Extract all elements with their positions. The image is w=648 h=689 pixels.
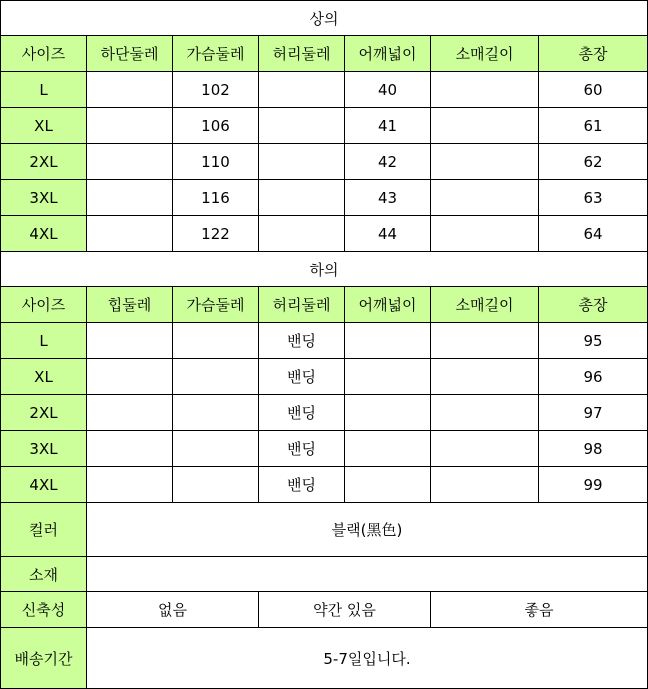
- table-cell: [259, 144, 345, 180]
- table-cell: 102: [173, 72, 259, 108]
- top-header-size: 사이즈: [1, 36, 87, 72]
- table-cell: [87, 144, 173, 180]
- top-row-2xl: [1, 144, 648, 180]
- table-cell: 60: [539, 72, 648, 108]
- table-cell: 40: [345, 72, 431, 108]
- top-header-waist: 허리둘레: [259, 36, 345, 72]
- table-cell: 41: [345, 108, 431, 144]
- top-header-sleeve: 소매길이: [431, 36, 539, 72]
- table-cell: 95: [539, 323, 648, 359]
- table-cell: [259, 216, 345, 252]
- top-section-title: 상의: [1, 1, 648, 36]
- table-cell: [173, 323, 259, 359]
- table-cell: [87, 467, 173, 503]
- stretch-option-good: 좋음: [431, 592, 648, 628]
- table-cell: [87, 431, 173, 467]
- table-cell: 106: [173, 108, 259, 144]
- shipping-label: 배송기간: [1, 628, 87, 689]
- top-row-l: [1, 72, 648, 108]
- table-cell: [431, 323, 539, 359]
- top-header-hem: 하단둘레: [87, 36, 173, 72]
- bottom-row-2xl: [1, 395, 648, 431]
- shipping-row: [1, 628, 648, 689]
- size-cell: 2XL: [1, 395, 87, 431]
- stretch-label: 신축성: [1, 592, 87, 628]
- table-cell: 44: [345, 216, 431, 252]
- table-cell: 밴딩: [259, 395, 345, 431]
- table-cell: [345, 467, 431, 503]
- table-cell: [431, 359, 539, 395]
- table-cell: 밴딩: [259, 359, 345, 395]
- bottom-header-length: 총장: [539, 287, 648, 323]
- top-header-row: [1, 36, 648, 72]
- stretch-row: [1, 592, 648, 628]
- bottom-header-row: [1, 287, 648, 323]
- color-row: [1, 503, 648, 557]
- table-cell: [87, 359, 173, 395]
- bottom-section-title: 하의: [1, 252, 648, 287]
- table-cell: 97: [539, 395, 648, 431]
- top-header-shoulder: 어깨넓이: [345, 36, 431, 72]
- shipping-value: 5-7일입니다.: [87, 628, 648, 689]
- bottom-header-sleeve: 소매길이: [431, 287, 539, 323]
- top-row-xl: [1, 108, 648, 144]
- stretch-option-slight: 약간 있음: [259, 592, 431, 628]
- table-cell: 116: [173, 180, 259, 216]
- size-cell: 3XL: [1, 180, 87, 216]
- table-cell: [345, 395, 431, 431]
- material-label: 소재: [1, 557, 87, 592]
- bottom-row-4xl: [1, 467, 648, 503]
- table-cell: [259, 72, 345, 108]
- color-label: 컬러: [1, 503, 87, 557]
- table-cell: [173, 467, 259, 503]
- table-cell: 110: [173, 144, 259, 180]
- table-cell: [259, 180, 345, 216]
- size-cell: 4XL: [1, 216, 87, 252]
- table-cell: [87, 72, 173, 108]
- bottom-row-xl: [1, 359, 648, 395]
- size-cell: XL: [1, 359, 87, 395]
- table-cell: [431, 108, 539, 144]
- top-header-chest: 가슴둘레: [173, 36, 259, 72]
- table-cell: [87, 180, 173, 216]
- table-cell: [259, 108, 345, 144]
- bottom-row-3xl: [1, 431, 648, 467]
- table-cell: [345, 359, 431, 395]
- table-cell: 98: [539, 431, 648, 467]
- bottom-header-chest: 가슴둘레: [173, 287, 259, 323]
- bottom-row-l: [1, 323, 648, 359]
- table-cell: [431, 72, 539, 108]
- table-cell: [431, 180, 539, 216]
- table-cell: [431, 216, 539, 252]
- size-cell: L: [1, 72, 87, 108]
- size-cell: L: [1, 323, 87, 359]
- table-cell: [87, 216, 173, 252]
- table-cell: 99: [539, 467, 648, 503]
- table-cell: 61: [539, 108, 648, 144]
- table-cell: 64: [539, 216, 648, 252]
- table-cell: 62: [539, 144, 648, 180]
- size-cell: 3XL: [1, 431, 87, 467]
- table-cell: [345, 431, 431, 467]
- table-cell: 밴딩: [259, 467, 345, 503]
- table-cell: [345, 323, 431, 359]
- table-cell: 밴딩: [259, 323, 345, 359]
- material-value: [87, 557, 648, 592]
- table-cell: 63: [539, 180, 648, 216]
- table-cell: [431, 467, 539, 503]
- bottom-header-shoulder: 어깨넓이: [345, 287, 431, 323]
- size-cell: 2XL: [1, 144, 87, 180]
- table-cell: 밴딩: [259, 431, 345, 467]
- size-cell: 4XL: [1, 467, 87, 503]
- size-cell: XL: [1, 108, 87, 144]
- material-row: [1, 557, 648, 592]
- stretch-option-none: 없음: [87, 592, 259, 628]
- table-cell: [431, 395, 539, 431]
- table-cell: [87, 323, 173, 359]
- top-row-3xl: [1, 180, 648, 216]
- table-cell: [431, 144, 539, 180]
- bottom-header-hip: 힙둘레: [87, 287, 173, 323]
- table-cell: [173, 431, 259, 467]
- table-cell: [173, 359, 259, 395]
- table-cell: 42: [345, 144, 431, 180]
- table-cell: [173, 395, 259, 431]
- table-cell: [431, 431, 539, 467]
- table-cell: [87, 108, 173, 144]
- table-cell: 122: [173, 216, 259, 252]
- table-cell: 43: [345, 180, 431, 216]
- bottom-header-size: 사이즈: [1, 287, 87, 323]
- table-cell: 96: [539, 359, 648, 395]
- table-cell: [87, 395, 173, 431]
- bottom-header-waist: 허리둘레: [259, 287, 345, 323]
- color-value: 블랙(黑色): [87, 503, 648, 557]
- top-row-4xl: [1, 216, 648, 252]
- top-header-length: 총장: [539, 36, 648, 72]
